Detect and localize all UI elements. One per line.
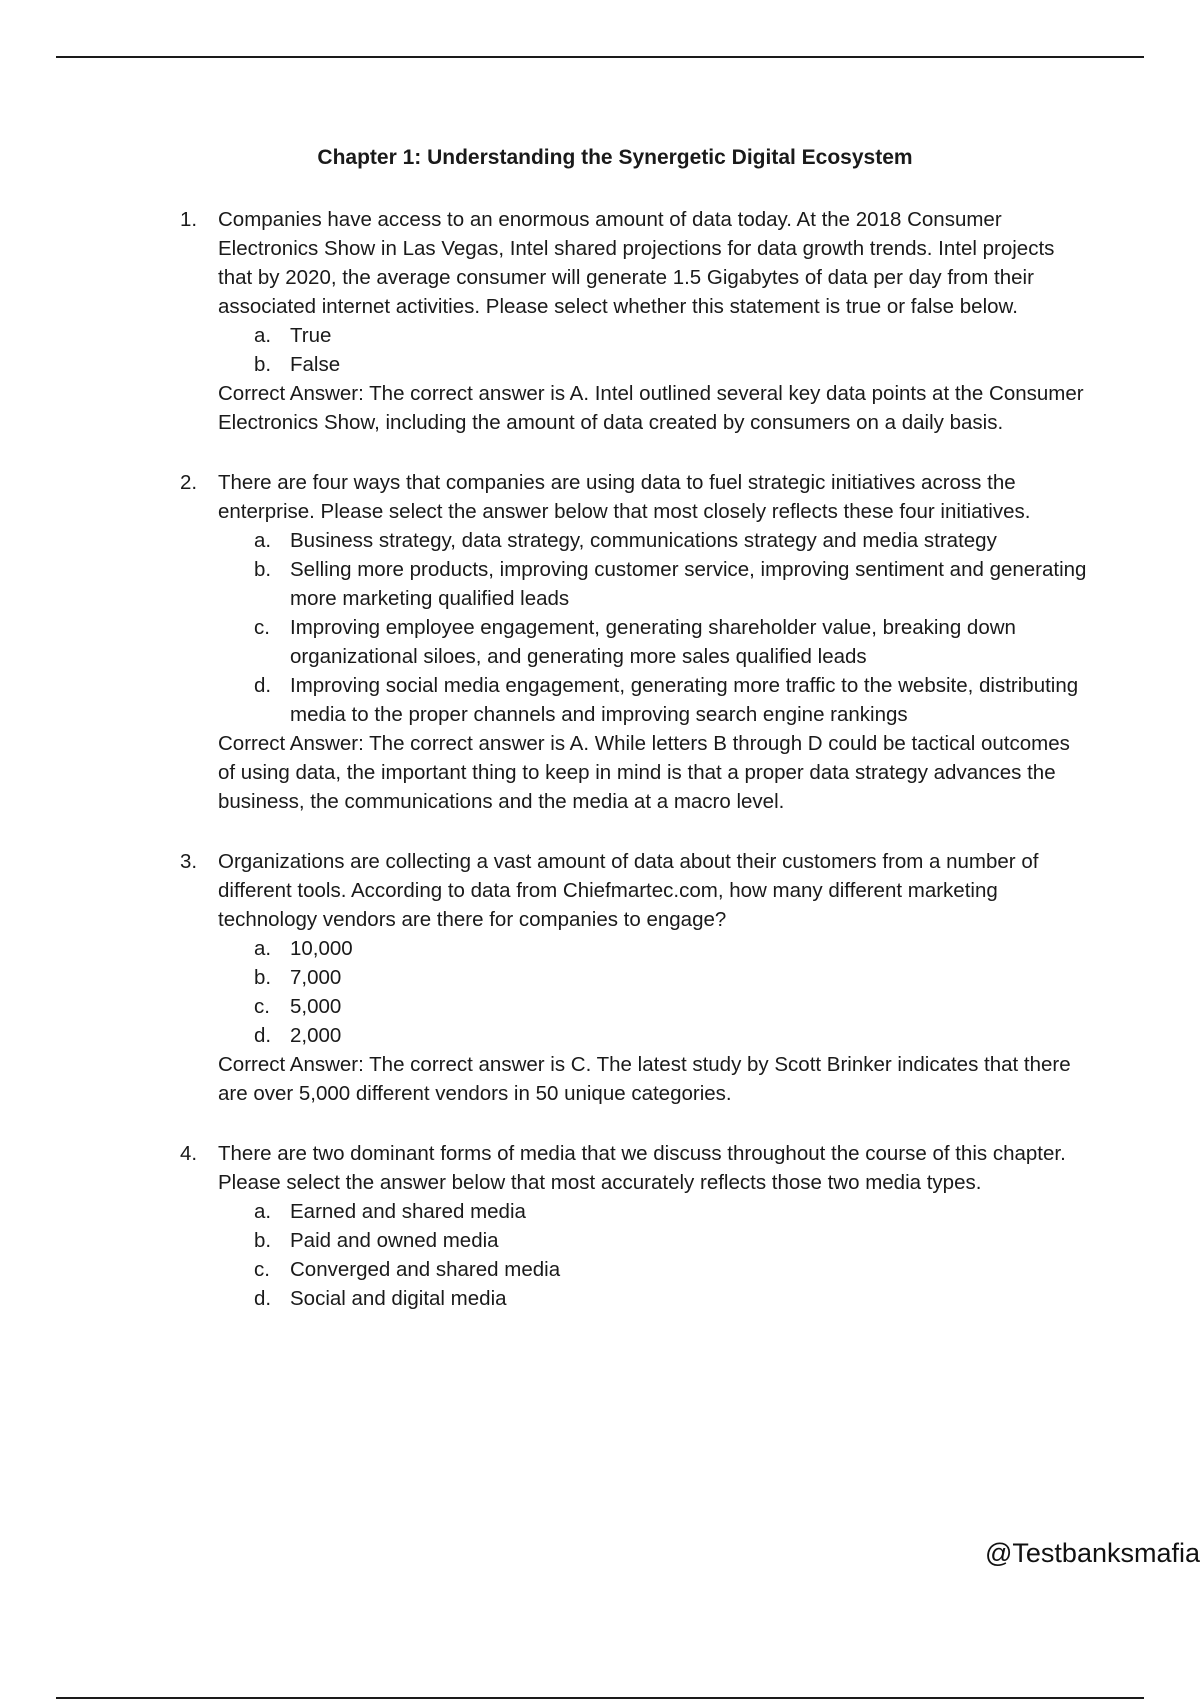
- option-b: [218, 1226, 1090, 1255]
- option-text: 5,000: [290, 995, 342, 1018]
- option-text: Paid and owned media: [290, 1229, 499, 1252]
- option-letter: b.: [254, 353, 272, 376]
- option-c: [218, 1255, 1090, 1284]
- question-text: Companies have access to an enormous amount of data today. At the 2018 Consumer Electronics Show in Las Vegas, Intel shared projections for data growth trends. Intel projects that by 2020, the average consumer will generate 1.5 Gigabytes of data per day from their associated internet activities. Please select whether this statement is true or false below.: [218, 208, 1055, 318]
- option-text: Social and digital media: [290, 1287, 507, 1310]
- option-letter: c.: [254, 1258, 270, 1281]
- question-text: There are four ways that companies are using data to fuel strategic initiatives across the enterprise. Please select the answer below that most closely reflects these four initiatives.: [218, 471, 1031, 523]
- question-number: 3.: [180, 850, 198, 873]
- option-c: [218, 992, 1090, 1021]
- correct-answer: Correct Answer: The correct answer is A. Intel outlined several key data points at the Consumer Electronics Show, including the amount of data created by consumers on a daily basis.: [218, 382, 1084, 434]
- option-text: Business strategy, data strategy, communications strategy and media strategy: [290, 529, 997, 552]
- question-number: 4.: [180, 1142, 198, 1165]
- question-2: [180, 468, 1090, 816]
- option-a: [218, 1197, 1090, 1226]
- option-b: [218, 555, 1090, 613]
- option-letter: c.: [254, 616, 270, 639]
- option-text: 2,000: [290, 1024, 342, 1047]
- question-list: [180, 205, 1090, 1344]
- option-letter: b.: [254, 1229, 272, 1252]
- correct-answer: Correct Answer: The correct answer is A. While letters B through D could be tactical outcomes of using data, the important thing to keep in mind is that a proper data strategy advances the business, the communications and the media at a macro level.: [218, 732, 1070, 813]
- question-number: 1.: [180, 208, 198, 231]
- option-text: Converged and shared media: [290, 1258, 561, 1281]
- option-letter: d.: [254, 674, 272, 697]
- option-list: [218, 934, 1090, 1050]
- option-text: 10,000: [290, 937, 353, 960]
- option-letter: b.: [254, 558, 272, 581]
- option-d: [218, 1021, 1090, 1050]
- option-list: [218, 526, 1090, 729]
- option-d: [218, 671, 1090, 729]
- question-1: [180, 205, 1090, 437]
- option-d: [218, 1284, 1090, 1313]
- chapter-title: Chapter 1: Understanding the Synergetic Digital Ecosystem: [317, 146, 913, 169]
- question-text: Organizations are collecting a vast amount of data about their customers from a number of different tools. According to data from Chiefmartec.com, how many different marketing technology vendors are there for companies to engage?: [218, 850, 1039, 931]
- option-letter: a.: [254, 324, 272, 347]
- option-letter: d.: [254, 1287, 272, 1310]
- option-b: [218, 963, 1090, 992]
- option-letter: a.: [254, 937, 272, 960]
- option-text: True: [290, 324, 332, 347]
- option-a: [218, 934, 1090, 963]
- question-text: There are two dominant forms of media that we discuss throughout the course of this chapter. Please select the answer below that most accurately reflects those two media types.: [218, 1142, 1066, 1194]
- question-3: [180, 847, 1090, 1108]
- option-list: [218, 321, 1090, 379]
- option-c: [218, 613, 1090, 671]
- question-4: [180, 1139, 1090, 1313]
- bottom-rule: [56, 1697, 1144, 1699]
- watermark: @Testbanksmafia: [985, 1538, 1200, 1568]
- option-text: False: [290, 353, 341, 376]
- correct-answer: Correct Answer: The correct answer is C. The latest study by Scott Brinker indicates that there are over 5,000 different vendors in 50 unique categories.: [218, 1053, 1071, 1105]
- option-a: [218, 526, 1090, 555]
- option-text: Earned and shared media: [290, 1200, 526, 1223]
- option-letter: d.: [254, 1024, 272, 1047]
- option-letter: b.: [254, 966, 272, 989]
- option-a: [218, 321, 1090, 350]
- option-letter: a.: [254, 529, 272, 552]
- option-letter: c.: [254, 995, 270, 1018]
- top-rule: [56, 56, 1144, 58]
- option-text: Improving employee engagement, generating shareholder value, breaking down organizational siloes, and generating more sales qualified leads: [290, 616, 1016, 668]
- option-b: [218, 350, 1090, 379]
- option-letter: a.: [254, 1200, 272, 1223]
- question-number: 2.: [180, 471, 198, 494]
- option-text: 7,000: [290, 966, 342, 989]
- option-text: Selling more products, improving customer service, improving sentiment and generating more marketing qualified leads: [290, 558, 1087, 610]
- option-text: Improving social media engagement, generating more traffic to the website, distributing media to the proper channels and improving search engine rankings: [290, 674, 1079, 726]
- option-list: [218, 1197, 1090, 1313]
